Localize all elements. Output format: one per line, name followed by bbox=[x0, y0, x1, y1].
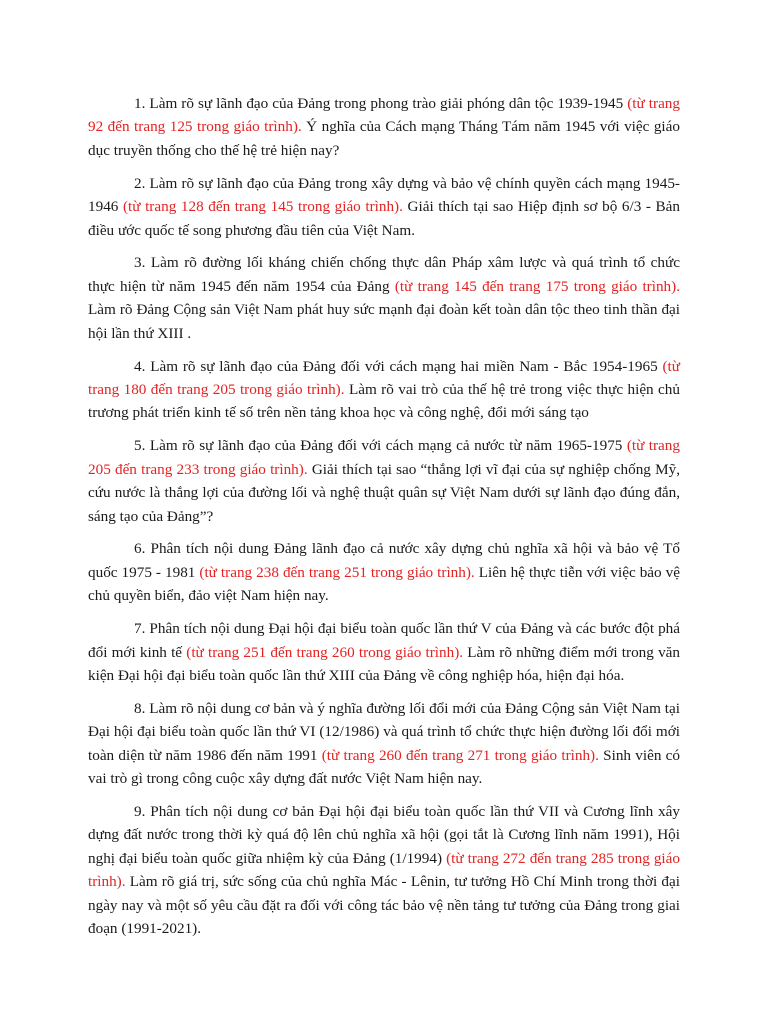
page-reference: (từ trang 272 đến trang 285 trong giáo trình). bbox=[88, 849, 680, 891]
question-followup: Liên hệ thực tiễn với việc bảo vệ chủ quyền biển, đảo việt Nam hiện nay. bbox=[88, 563, 680, 605]
question-followup: Làm rõ Đảng Cộng sản Việt Nam phát huy sức mạnh đại đoàn kết toàn dân tộc theo tinh thần đại hội lần thứ XIII . bbox=[88, 301, 680, 342]
question-followup: Làm rõ vai trò của thế hệ trẻ trong việc thực hiện chủ trương phát triển kinh tế số trên nền tảng khoa học và công nghệ, đổi mới sáng tạo bbox=[88, 380, 680, 422]
page-reference: (từ trang 92 đến trang 125 trong giáo trình). bbox=[88, 95, 680, 136]
question-5 bbox=[88, 434, 680, 528]
question-text: 8. Làm rõ nội dung cơ bản và ý nghĩa đường lối đổi mới của Đảng Cộng sản Việt Nam tại Đại hội đại biểu toàn quốc lần thứ VI (12/1986) và quá trình tổ chức thực hiện đường lối đổi mới toàn diện từ năm 1986 đến năm 1991 bbox=[88, 699, 680, 764]
question-text: 6. Phân tích nội dung Đảng lãnh đạo cả nước xây dựng chủ nghĩa xã hội và bảo vệ Tổ quốc 1975 - 1981 bbox=[88, 540, 680, 581]
page-reference: (từ trang 260 đến trang 271 trong giáo trình). bbox=[321, 746, 599, 764]
question-followup: Giải thích tại sao “thắng lợi vĩ đại của sự nghiệp chống Mỹ, cứu nước là thắng lợi của đường lối và nghệ thuật quân sự Việt Nam dưới sự lãnh đạo đúng đắn, sáng tạo của Đảng”? bbox=[88, 460, 680, 525]
question-3 bbox=[88, 251, 680, 345]
question-followup: Giải thích tại sao Hiệp định sơ bộ 6/3 - Bản điều ước quốc tế song phương đầu tiên của Việt Nam. bbox=[88, 198, 681, 239]
question-4 bbox=[88, 355, 680, 425]
question-followup: Ý nghĩa của Cách mạng Tháng Tám năm 1945 với việc giáo dục truyền thống cho thế hệ trẻ hiện nay? bbox=[88, 118, 680, 159]
question-text: 4. Làm rõ sự lãnh đạo của Đảng đối với cách mạng hai miền Nam - Bắc 1954-1965 bbox=[134, 357, 663, 375]
page-reference: (từ trang 238 đến trang 251 trong giáo trình). bbox=[199, 563, 475, 581]
question-9 bbox=[88, 800, 680, 940]
question-text: 1. Làm rõ sự lãnh đạo của Đảng trong phong trào giải phóng dân tộc 1939-1945 bbox=[134, 95, 628, 112]
page-reference: (từ trang 251 đến trang 260 trong giáo trình). bbox=[186, 643, 464, 661]
question-text: 5. Làm rõ sự lãnh đạo của Đảng đối với cách mạng cả nước từ năm 1965-1975 bbox=[134, 437, 627, 455]
question-text: 2. Làm rõ sự lãnh đạo của Đảng trong xây dựng và bảo vệ chính quyền cách mạng 1945-1946 bbox=[88, 174, 680, 216]
question-1 bbox=[88, 92, 680, 162]
question-text: 3. Làm rõ đường lối kháng chiến chống thực dân Pháp xâm lược và quá trình tổ chức thực hiện từ năm 1945 đến năm 1954 của Đảng bbox=[88, 254, 680, 295]
question-6 bbox=[88, 537, 680, 607]
question-8 bbox=[88, 697, 680, 791]
question-followup: Sinh viên có vai trò gì trong công cuộc xây dựng đất nước Việt Nam hiện nay. bbox=[88, 746, 680, 788]
question-2 bbox=[88, 172, 680, 242]
question-followup: Làm rõ những điểm mới trong văn kiện Đại hội đại biểu toàn quốc lần thứ XIII của Đảng về công nghiệp hóa, hiện đại hóa. bbox=[88, 643, 681, 684]
page-reference: (từ trang 205 đến trang 233 trong giáo trình). bbox=[88, 437, 680, 478]
question-followup: Làm rõ giá trị, sức sống của chủ nghĩa Mác - Lênin, tư tưởng Hồ Chí Minh trong thời đại ngày nay và một số yêu cầu đặt ra đối với công tác bảo vệ nền tảng tư tưởng của Đảng trong giai đoạn (1991-2021). bbox=[88, 873, 680, 937]
question-text: 9. Phân tích nội dung cơ bản Đại hội đại biểu toàn quốc lần thứ VII và Cương lĩnh xây dựng đất nước trong thời kỳ quá độ lên chủ nghĩa xã hội (gọi tắt là Cương lĩnh năm 1991), Hội nghị đại biểu toàn quốc giữa nhiệm kỳ của Đảng (1/1994) bbox=[88, 802, 680, 867]
question-text: 7. Phân tích nội dung Đại hội đại biểu toàn quốc lần thứ V của Đảng và các bước đột phá đổi mới kinh tế bbox=[88, 620, 680, 661]
page-reference: (từ trang 145 đến trang 175 trong giáo trình). bbox=[394, 277, 680, 295]
page-reference: (từ trang 180 đến trang 205 trong giáo trình). bbox=[88, 357, 680, 398]
page-reference: (từ trang 128 đến trang 145 trong giáo trình). bbox=[122, 198, 403, 216]
question-7 bbox=[88, 617, 680, 687]
document-page bbox=[88, 92, 680, 950]
